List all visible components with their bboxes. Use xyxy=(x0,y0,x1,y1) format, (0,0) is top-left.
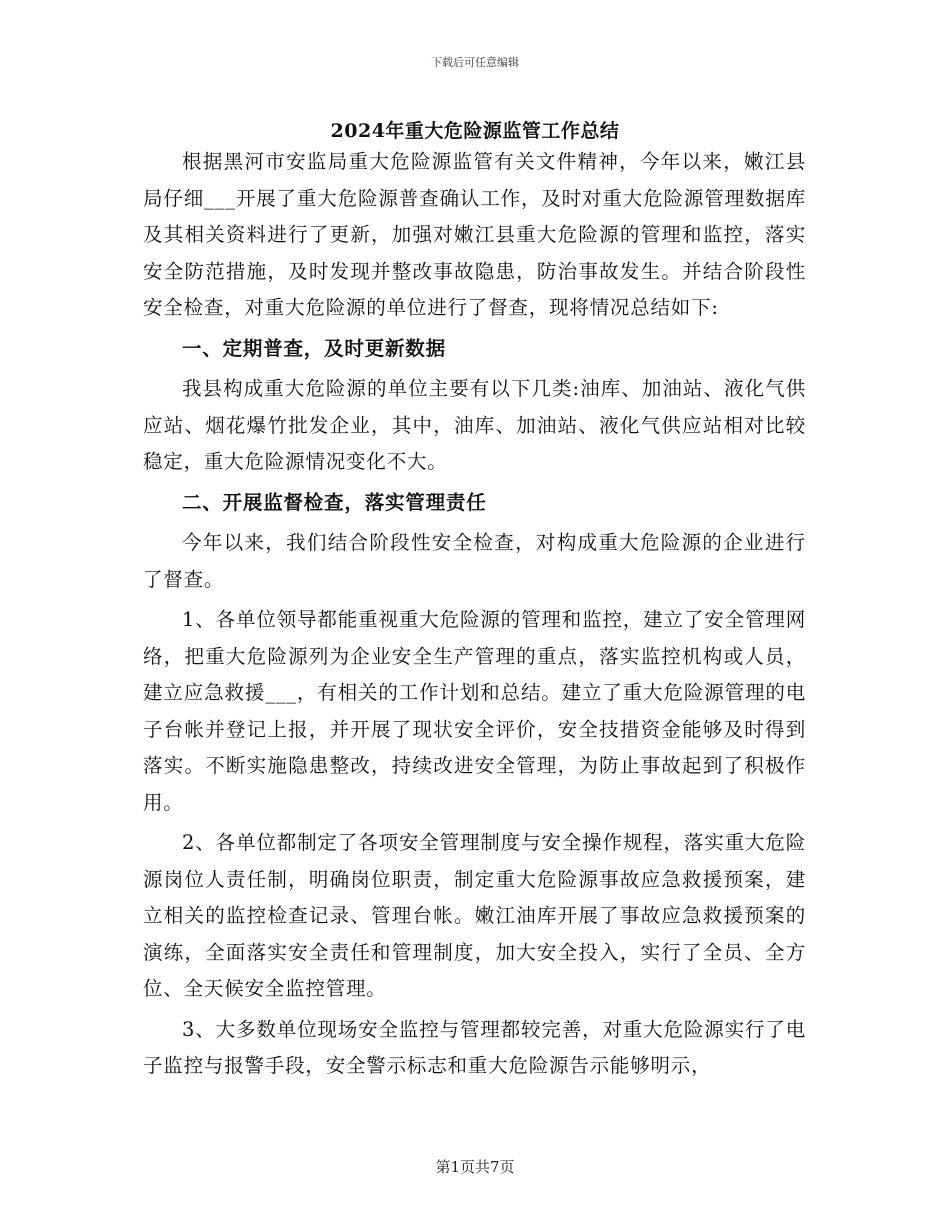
page-indicator: 第1页共7页 xyxy=(435,1158,515,1176)
item-3-paragraph: 3、大多数单位现场安全监控与管理都较完善，对重大危险源实行了电子监控与报警手段，安全警示标志和重大危险源告示能够明示， xyxy=(143,1017,806,1077)
section-1-heading: 一、定期普查，及时更新数据 xyxy=(182,336,446,360)
header-note: 下载后可任意编辑 xyxy=(431,56,519,69)
section-2-paragraph: 今年以来，我们结合阶段性安全检查，对构成重大危险源的企业进行了督查。 xyxy=(143,531,806,591)
section-1-paragraph: 我县构成重大危险源的单位主要有以下几类:油库、加油站、液化气供应站、烟花爆竹批发企业，其中，油库、加油站、液化气供应站相对比较稳定，重大危险源情况变化不大。 xyxy=(143,377,806,473)
item-1-paragraph: 1、各单位领导都能重视重大危险源的管理和监控，建立了安全管理网络，把重大危险源列为企业安全生产管理的重点，落实监控机构或人员，建立应急救援___，有相关的工作计划和总结。建立了重大危险源管理的电子台帐并登记上报，并开展了现状安全评价，安全技措资金能够及时得到落实。不断实施隐患整改，持续改进安全管理，为防止事故起到了积极作用。 xyxy=(143,608,806,814)
item-2-paragraph: 2、各单位都制定了各项安全管理制度与安全操作规程，落实重大危险源岗位人责任制，明确岗位职责，制定重大危险源事故应急救援预案，建立相关的监控检查记录、管理台帐。嫩江油库开展了事故应急救援预案的演练，全面落实安全责任和管理制度，加大安全投入，实行了全员、全方位、全天候安全监控管理。 xyxy=(143,831,806,1000)
document-title: 2024年重大危险源监管工作总结 xyxy=(330,120,620,142)
intro-paragraph: 根据黑河市安监局重大危险源监管有关文件精神，今年以来，嫩江县局仔细___开展了重大危险源普查确认工作，及时对重大危险源管理数据库及其相关资料进行了更新，加强对嫩江县重大危险源的管理和监控，落实安全防范措施，及时发现并整改事故隐患，防治事故发生。并结合阶段性安全检查，对重大危险源的单位进行了督查，现将情况总结如下: xyxy=(143,150,806,319)
section-2-heading: 二、开展监督检查，落实管理责任 xyxy=(182,490,487,514)
document-body xyxy=(143,144,806,1085)
